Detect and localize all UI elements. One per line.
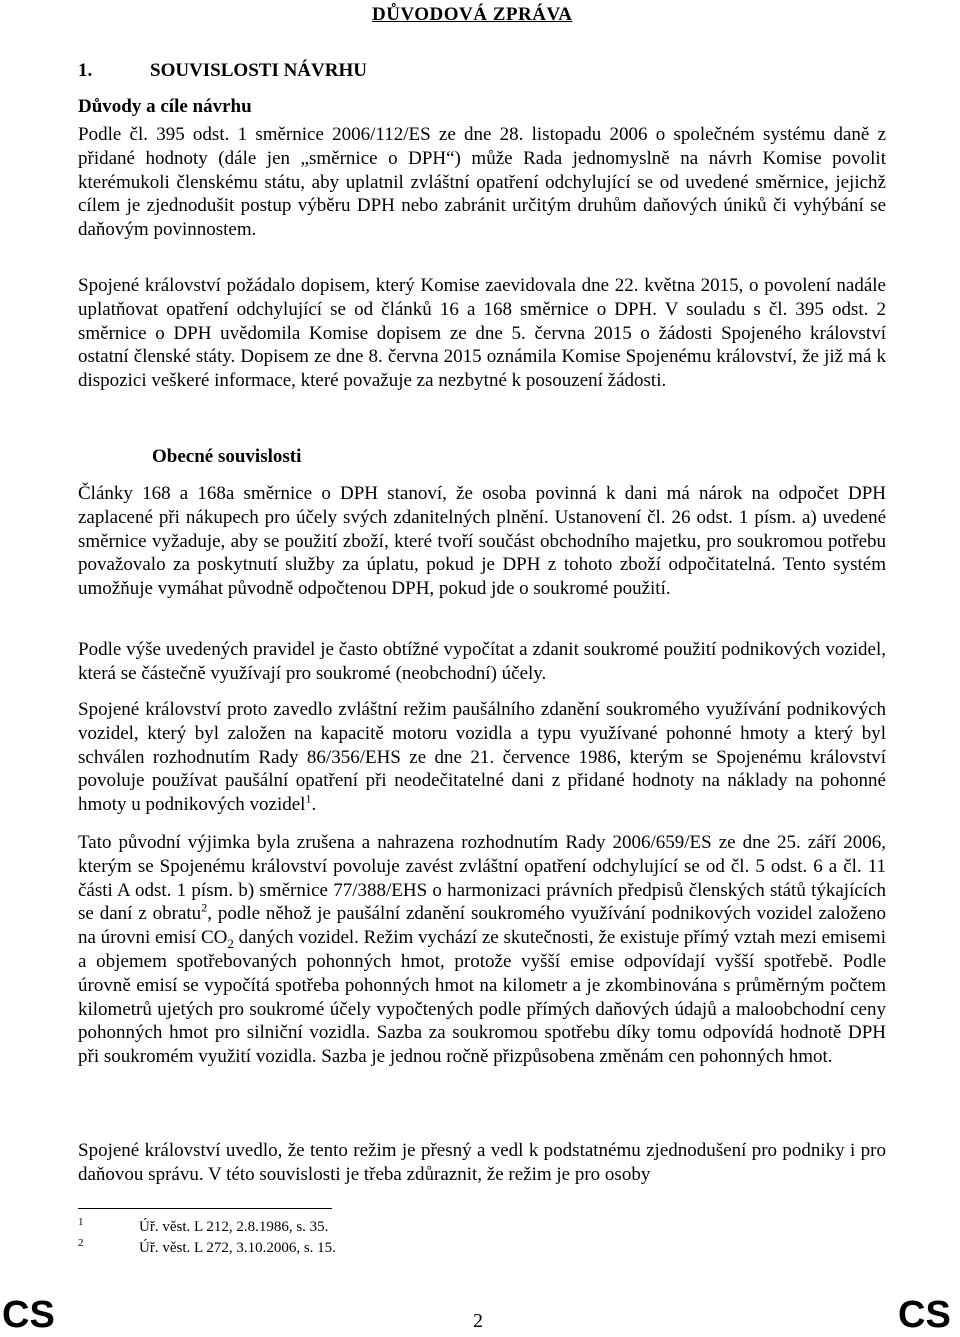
paragraph-text: Články 168 a 168a směrnice o DPH stanoví, že osoba povinná k dani má nárok na odpočet DPH zaplacené při nákupech pro účely svých zdanitelných plnění. Ustanovení čl. 26 odst. 1 písm. a) uvedené směrnice vyžaduje, aby se použití zboží, které tvoří součást obchodního majetku, pro soukromou potřebu považovalo za poskytnutí služby za úplatu, pokud je DPH z tohoto zboží odpočitatelná. Tento systém umožňuje vymáhat původně odpočtenou DPH, pokud jde o soukromé použití. (78, 483, 886, 600)
paragraph-text: Spojené království požádalo dopisem, který Komise zaevidovala dne 22. května 2015, o povolení nadále uplatňovat opatření odchylující se od článků 16 a 168 směrnice o DPH. V souladu s čl. 395 odst. 2 směrnice o DPH uvědomila Komise dopisem ze dne 5. června 2015 o žádosti Spojeného království ostatní členské státy. Dopisem ze dne 8. června 2015 oznámila Komise Spojenému království, že již má k dispozici veškeré informace, které považuje za nezbytné k posouzení žádosti. (78, 275, 886, 392)
section-heading (78, 60, 367, 82)
footnote-mark: 2 (78, 1237, 84, 1249)
paragraph-text: Podle čl. 395 odst. 1 směrnice 2006/112/ES ze dne 28. listopadu 2006 o společném systému daně z přidané hodnoty (dále jen „směrnice o DPH“) může Rada jednomyslně na návrh Komise povolit kterémukoli členskému státu, aby uplatnil zvláštní opatření odchylující se od uvedené směrnice, jejichž cílem je zjednodušit postup výběru DPH nebo zabránit určitým druhům daňových úniků či vyhýbání se daňovým povinnostem. (78, 124, 886, 241)
paragraph-body-end: daných vozidel. Režim vychází ze skutečnosti, že existuje přímý vztah mezi emisemi a objemem spotřebovaných pohonných hmot, protože vyšší emise odpovídají vyšší spotřebě. Podle úrovně emisí se vypočítá spotřeba pohonných hmot na kilometr a je zkombinována s průměrným počtem kilometrů ujetých pro soukromé účely vypočtených podle přímých daňových údajů a maloobchodní ceny pohonných hmot pro silniční vozidla. Sazba za soukromou spotřebu díky tomu odpovídá hodnotě DPH při soukromém využití vozidla. Sazba je jednou ročně přizpůsobena změnám cen pohonných hmot. (78, 927, 886, 1068)
document-title: DŮVODOVÁ ZPRÁVA (372, 4, 573, 25)
paragraph-general-3 (78, 698, 886, 817)
paragraph-body: Spojené království proto zavedlo zvláštní režim paušálního zdanění soukromého využívání podnikových vozidel, který byl založen na kapacitě motoru vozidla a typu využívané pohonné hmoty a který byl schválen rozhodnutím Rady 86/356/EHS ze dne 21. července 1986, kterým se Spojenému království povoluje používat paušální opatření při neodečitatelné dani z přidané hodnoty na náklady na pohonné hmoty u podnikových vozidel (78, 699, 886, 816)
paragraph-general-2 (78, 638, 886, 686)
co2-subscript: 2 (227, 935, 234, 951)
page-number: 2 (473, 1310, 483, 1332)
footnote-text: Úř. věst. L 212, 2.8.1986, s. 35. (139, 1219, 329, 1235)
footnote-divider (78, 1208, 332, 1209)
footnote-mark: 1 (78, 1216, 84, 1228)
footnote-1 (78, 1216, 328, 1236)
paragraph-body: Tato původní výjimka byla zrušena a nahrazena rozhodnutím Rady 2006/659/ES ze dne 25. září 2006, kterým se Spojenému království povoluje zavést zvláštní opatření odchylující se od čl. 5 odst. 6 a čl. 11 části A odst. 1 písm. b) směrnice 77/388/EHS o harmonizaci právních předpisů členských států týkajících se daní z obratu (78, 832, 886, 925)
paragraph-body-cont: , podle něhož je paušální zdanění soukromého využívání podnikových vozidel založeno na úrovni emisí CO (78, 903, 886, 949)
general-context-heading: Obecné souvislosti (152, 446, 302, 467)
footer-language-left: CS (2, 1294, 55, 1336)
footnote-2 (78, 1237, 336, 1257)
section-number: 1. (78, 60, 93, 81)
footnote-text: Úř. věst. L 272, 3.10.2006, s. 15. (139, 1240, 336, 1256)
paragraph-general-4 (78, 831, 886, 1069)
paragraph-general-1 (78, 482, 886, 601)
footnote-ref-2[interactable]: 2 (201, 901, 208, 916)
footnote-ref-1[interactable]: 1 (305, 791, 312, 806)
paragraph-intro-1 (78, 123, 886, 242)
paragraph-intro-2 (78, 274, 886, 393)
paragraph-text (78, 698, 886, 817)
section-title: SOUVISLOSTI NÁVRHU (150, 60, 367, 81)
paragraph-end: . (311, 794, 317, 816)
paragraph-text: Podle výše uvedených pravidel je často obtížné vypočítat a zdanit soukromé použití podnikových vozidel, která se částečně využívají pro soukromé (neobchodní) účely. (78, 639, 886, 684)
paragraph-text: Spojené království uvedlo, že tento režim je přesný a vedl k podstatnému zjednodušení pro podniky i pro daňovou správu. V této souvislosti je třeba zdůraznit, že režim je pro osoby (78, 1140, 886, 1185)
paragraph-text (78, 831, 886, 1069)
subheading-reasons: Důvody a cíle návrhu (78, 96, 252, 117)
paragraph-general-5 (78, 1139, 886, 1187)
footer-language-right: CS (898, 1294, 951, 1336)
